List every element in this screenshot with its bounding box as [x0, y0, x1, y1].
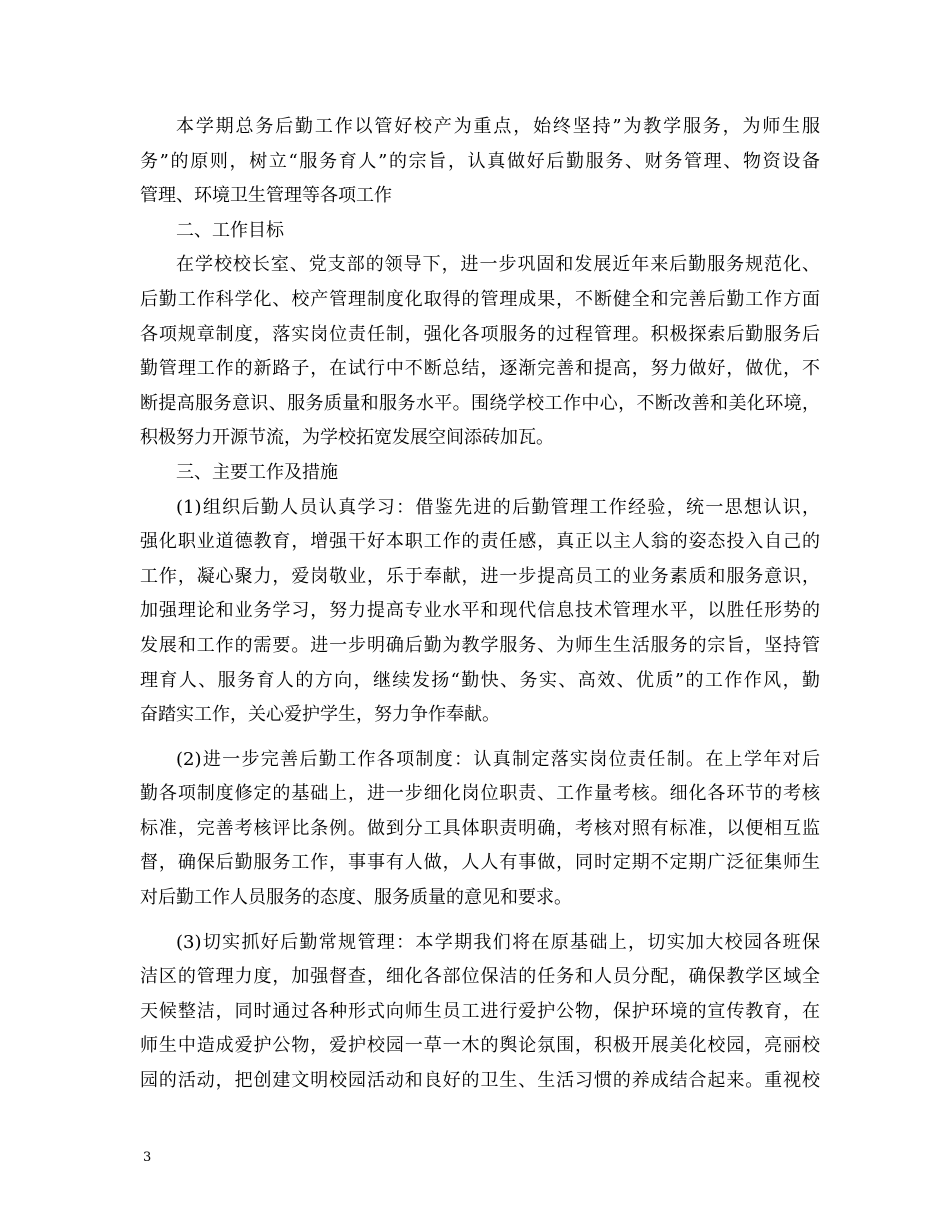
paragraph-line: 强化职业道德教育，增强干好本职工作的责任感，真正以主人翁的姿态投入自己的: [140, 531, 820, 553]
paragraph-line: 奋踏实工作，关心爱护学生，努力争作奉献。: [140, 704, 500, 726]
section-heading: 三、主要工作及措施: [176, 461, 338, 483]
paragraph-line: 在学校校长室、党支部的领导下，进一步巩固和发展近年来后勤服务规范化、: [176, 254, 820, 276]
paragraph-line: 各项规章制度，落实岗位责任制，强化各项服务的过程管理。积极探索后勤服务后: [140, 323, 820, 345]
paragraph-line: 洁区的管理力度，加强督查，细化各部位保洁的任务和人员分配，确保教学区域全: [140, 966, 820, 988]
paragraph-line: 师生中造成爱护公物，爱护校园一草一木的舆论氛围，积极开展美化校园，亮丽校: [140, 1035, 820, 1057]
paragraph-line: 工作，凝心聚力，爱岗敬业，乐于奉献，进一步提高员工的业务素质和服务意识，: [140, 565, 820, 587]
paragraph-line: (3)切实抓好后勤常规管理：本学期我们将在原基础上，切实加大校园各班保: [176, 931, 820, 953]
paragraph-line: 后勤工作科学化、校产管理制度化取得的管理成果，不断健全和完善后勤工作方面: [140, 288, 820, 310]
paragraph-line: 标准，完善考核评比条例。做到分工具体职责明确，考核对照有标准，以便相互监: [140, 817, 820, 839]
paragraph-line: 积极努力开源节流，为学校拓宽发展空间添砖加瓦。: [140, 427, 554, 449]
paragraph-line: (2)进一步完善后勤工作各项制度：认真制定落实岗位责任制。在上学年对后: [176, 748, 820, 770]
paragraph-line: 发展和工作的需要。进一步明确后勤为教学服务、为师生生活服务的宗旨，坚持管: [140, 634, 820, 656]
paragraph-line: 勤各项制度修定的基础上，进一步细化岗位职责、工作量考核。细化各环节的考核: [140, 783, 820, 805]
paragraph-line: 务”的原则，树立“服务育人”的宗旨，认真做好后勤服务、财务管理、物资设备: [140, 150, 820, 172]
paragraph-line: 督，确保后勤服务工作，事事有人做，人人有事做，同时定期不定期广泛征集师生: [140, 852, 820, 874]
page-number: 3: [143, 1150, 152, 1165]
paragraph-line: 对后勤工作人员服务的态度、服务质量的意见和要求。: [140, 887, 572, 909]
paragraph-line: 勤管理工作的新路子，在试行中不断总结，逐渐完善和提高，努力做好，做优，不: [140, 358, 820, 380]
paragraph-line: 加强理论和业务学习，努力提高专业水平和现代信息技术管理水平，以胜任形势的: [140, 600, 820, 622]
document-body: [140, 110, 820, 1099]
paragraph-line: 园的活动，把创建文明校园活动和良好的卫生、生活习惯的养成结合起来。重视校: [140, 1070, 820, 1092]
paragraph-line: 管理、环境卫生管理等各项工作: [140, 185, 392, 207]
paragraph-line: 理育人、服务育人的方向，继续发扬“勤快、务实、高效、优质”的工作作风，勤: [140, 669, 820, 691]
paragraph-line: (1)组织后勤人员认真学习：借鉴先进的后勤管理工作经验，统一思想认识，: [176, 496, 820, 518]
paragraph-line: 断提高服务意识、服务质量和服务水平。围绕学校工作中心，不断改善和美化环境，: [140, 392, 820, 414]
paragraph-line: 本学期总务后勤工作以管好校产为重点，始终坚持”为教学服务，为师生服: [176, 116, 820, 137]
paragraph-line: 天候整洁，同时通过各种形式向师生员工进行爱护公物，保护环境的宣传教育，在: [140, 1000, 820, 1022]
section-heading: 二、工作目标: [176, 219, 284, 241]
